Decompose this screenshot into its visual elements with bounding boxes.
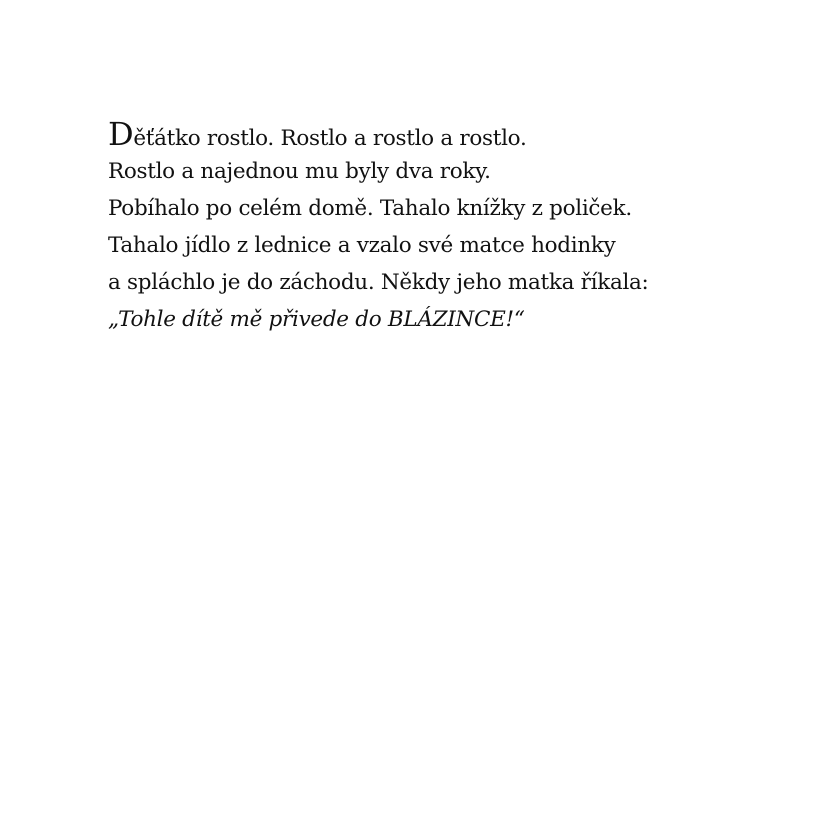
story-line-5: a spláchlo je do záchodu. Někdy jeho matka říkala: bbox=[108, 270, 649, 295]
story-line-2: Rostlo a najednou mu byly dva roky. bbox=[108, 159, 491, 184]
story-line-4: Tahalo jídlo z lednice a vzalo své matce hodinky bbox=[108, 233, 616, 258]
story-line-3: Pobíhalo po celém domě. Tahalo knížky z poliček. bbox=[108, 196, 632, 221]
story-text bbox=[108, 116, 768, 338]
story-line-1-text: ěťátko rostlo. Rostlo a rostlo a rostlo. bbox=[133, 126, 527, 151]
story-quote: „Tohle dítě mě přivede do BLÁZINCE!“ bbox=[108, 307, 525, 332]
story-line-1 bbox=[108, 116, 768, 153]
initial-letter: D bbox=[108, 115, 134, 153]
